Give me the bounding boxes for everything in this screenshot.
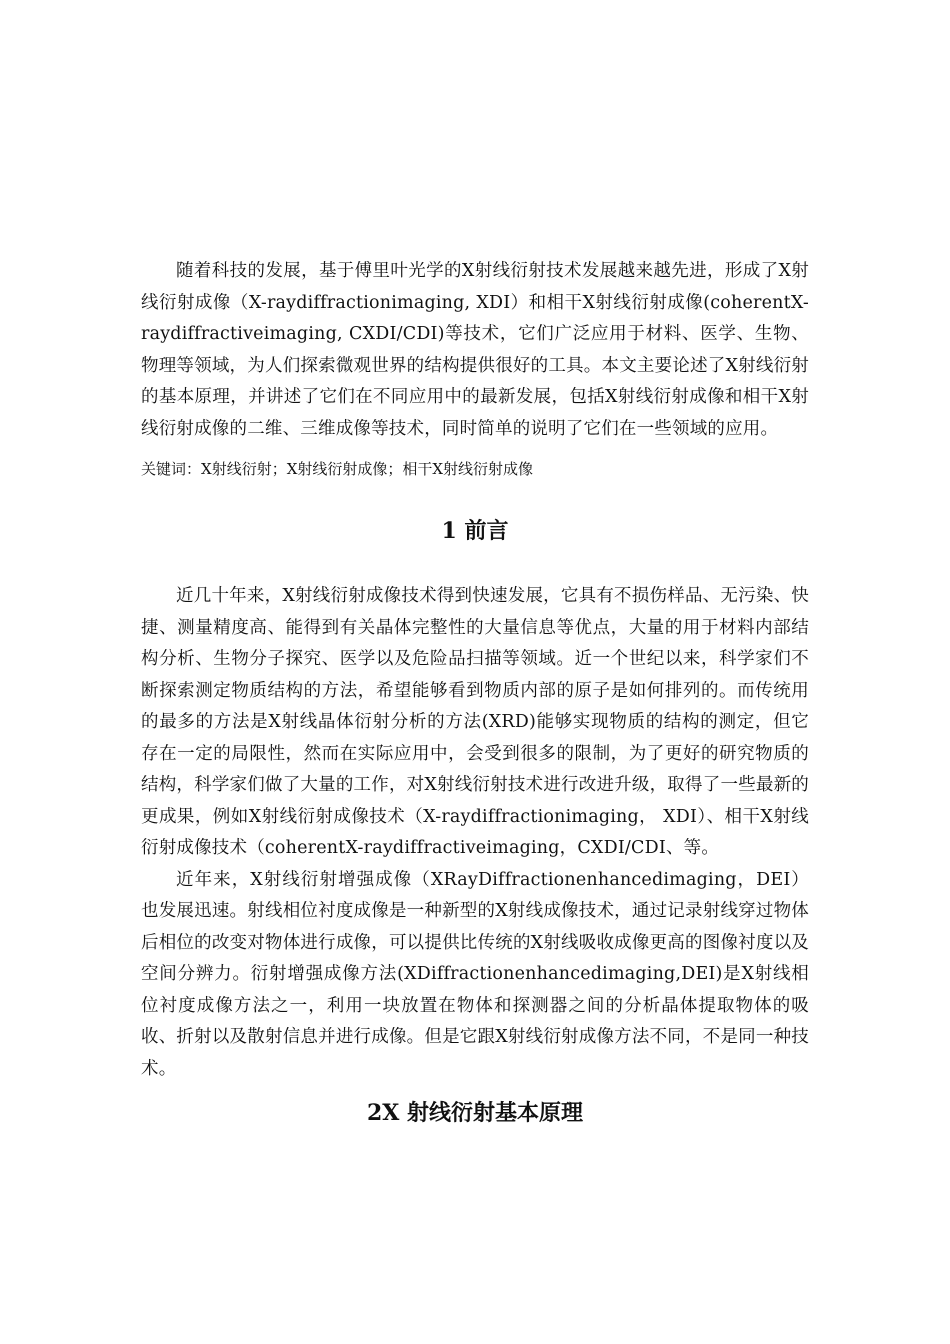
section-2-title: 2X 射线衍射基本原理 — [366, 1100, 584, 1126]
abstract-paragraph: 随着科技的发展，基于傅里叶光学的X射线衍射技术发展越来越先进，形成了X射线衍射成像（X-raydiffractionimaging, XDI）和相干X射线衍射成像(coherentX-raydiffractiveimaging, CXDI/CDI)等技术，它们广泛应用于材料、医学、生物、物理等领域，为人们探索微观世界的结构提供很好的工具。本文主要论述了X射线衍射的基本原理，并讲述了它们在不同应用中的最新发展，包括X射线衍射成像和相干X射线衍射成像的二维、三维成像等技术，同时简单的说明了它们在一些领域的应用。 — [141, 261, 809, 439]
section-1-paragraph-1: 近几十年来，X射线衍射成像技术得到快速发展，它具有不损伤样品、无污染、快捷、测量精度高、能得到有关晶体完整性的大量信息等优点，大量的用于材料内部结构分析、生物分子探究、医学以及危险品扫描等领域。近一个世纪以来，科学家们不断探索测定物质结构的方法，希望能够看到物质内部的原子是如何排列的。而传统用的最多的方法是X射线晶体衍射分析的方法(XRD)能够实现物质的结构的测定，但它存在一定的局限性，然而在实际应用中，会受到很多的限制，为了更好的研究物质的结构，科学家们做了大量的工作，对X射线衍射技术进行改进升级，取得了一些最新的更成果，例如X射线衍射成像技术（X-raydiffractionimaging， XDI）、相干X射线衍射成像技术（coherentX-raydiffractiveimaging，CXDI/CDI、等。 — [141, 586, 809, 858]
document-body — [141, 256, 809, 1133]
keywords-label: 关键词： — [141, 460, 202, 478]
section-1-paragraph-2: 近年来，X射线衍射增强成像（XRayDiffractionenhancedimaging，DEI）也发展迅速。射线相位衬度成像是一种新型的X射线成像技术，通过记录射线穿过物体后相位的改变对物体进行成像，可以提供比传统的X射线吸收成像更高的图像衬度以及空间分辨力。衍射增强成像方法(XDiffractionenhancedimaging,DEI)是X射线相位衬度成像方法之一，利用一块放置在物体和探测器之间的分析晶体提取物体的吸收、折射以及散射信息并进行成像。但是它跟X射线衍射成像方法不同，不是同一种技术。 — [141, 869, 809, 1079]
keywords-line — [141, 457, 809, 481]
section-1-title: 1 前言 — [441, 518, 509, 544]
keywords-text: X射线衍射；X射线衍射成像；相干X射线衍射成像 — [201, 460, 534, 478]
